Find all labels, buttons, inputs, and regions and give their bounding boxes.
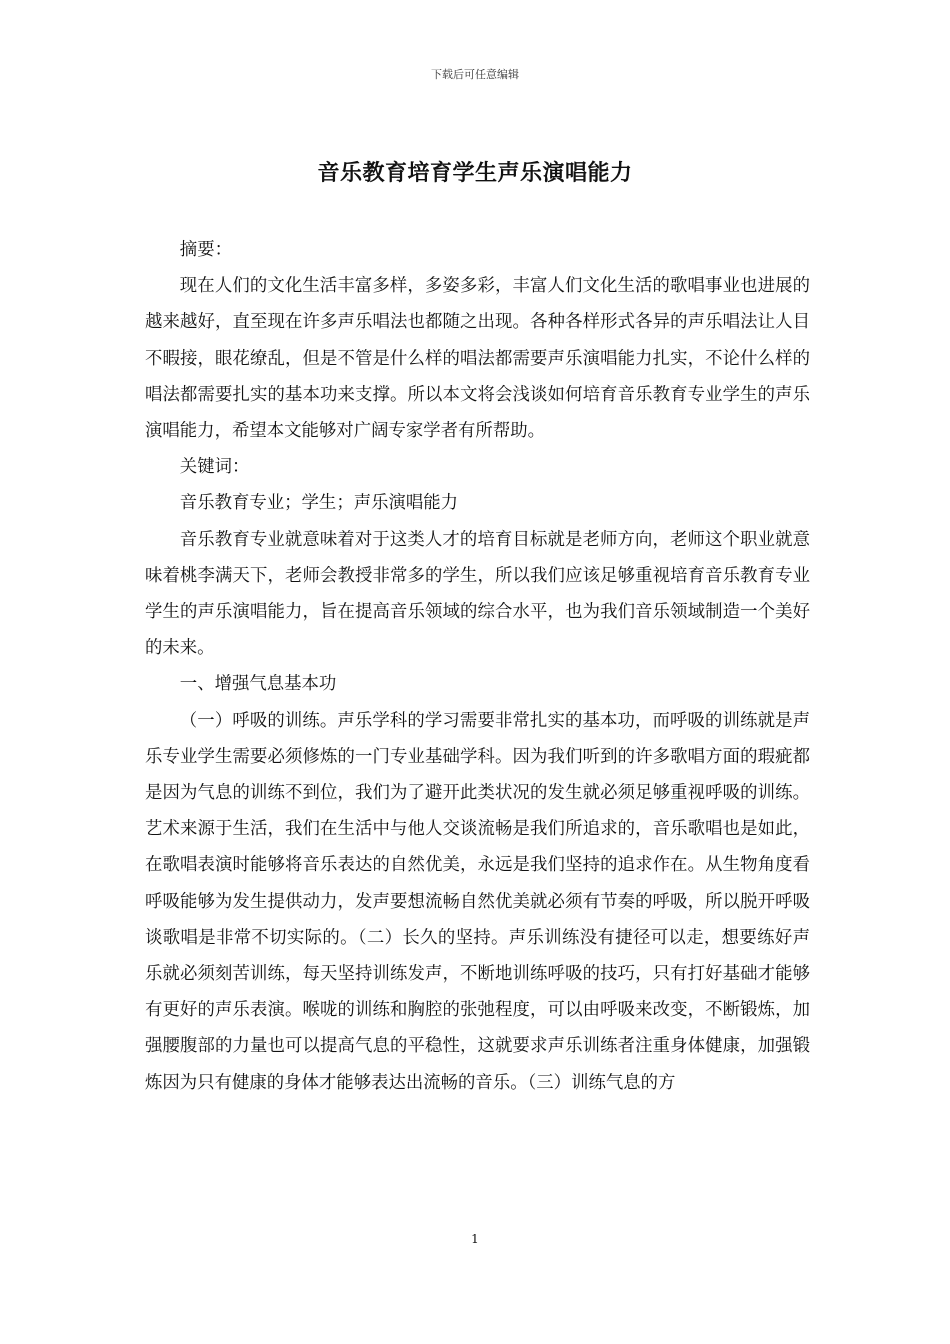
section-heading-1: 一、增强气息基本功	[179, 674, 337, 695]
document-body	[145, 232, 810, 1101]
section-1-paragraph: （一）呼吸的训练。声乐学科的学习需要非常扎实的基本功，而呼吸的训练就是声乐专业学生需要必须修炼的一门专业基础学科。因为我们听到的许多歌唱方面的瑕疵都是因为气息的训练不到位，我们为了避开此类状况的发生就必须足够重视呼吸的训练。艺术来源于生活，我们在生活中与他人交谈流畅是我们所追求的，音乐歌唱也是如此，在歌唱表演时能够将音乐表达的自然优美，永远是我们坚持的追求作在。从生物角度看呼吸能够为发生提供动力，发声要想流畅自然优美就必须有节奏的呼吸，所以脱开呼吸谈歌唱是非常不切实际的。（二）长久的坚持。声乐训练没有捷径可以走，想要练好声乐就必须刻苦训练，每天坚持训练发声，不断地训练呼吸的技巧，只有打好基础才能够有更好的声乐表演。喉咙的训练和胸腔的张弛程度，可以由呼吸来改变，不断锻炼，加强腰腹部的力量也可以提高气息的平稳性，这就要求声乐训练者注重身体健康，加强锻炼因为只有健康的身体才能够表达出流畅的音乐。（三）训练气息的方	[145, 710, 810, 1093]
intro-paragraph: 音乐教育专业就意味着对于这类人才的培育目标就是老师方向，老师这个职业就意味着桃李满天下，老师会教授非常多的学生，所以我们应该足够重视培育音乐教育专业学生的声乐演唱能力，旨在提高音乐领域的综合水平，也为我们音乐领域制造一个美好的未来。	[145, 529, 810, 659]
keywords-paragraph: 音乐教育专业；学生；声乐演唱能力	[179, 493, 459, 514]
document-title: 音乐教育培育学生声乐演唱能力	[317, 160, 633, 186]
keywords-label: 关键词：	[179, 457, 250, 478]
page-number: 1	[471, 1232, 479, 1246]
abstract-paragraph: 现在人们的文化生活丰富多样，多姿多彩，丰富人们文化生活的歌唱事业也进展的越来越好，直至现在许多声乐唱法也都随之出现。各种各样形式各异的声乐唱法让人目不暇接，眼花缭乱，但是不管是什么样的唱法都需要声乐演唱能力扎实，不论什么样的唱法都需要扎实的基本功来支撑。所以本文将会浅谈如何培育音乐教育专业学生的声乐演唱能力，希望本文能够对广阔专家学者有所帮助。	[145, 276, 810, 442]
header-note: 下载后可任意编辑	[431, 68, 519, 81]
abstract-label: 摘要：	[179, 240, 232, 260]
